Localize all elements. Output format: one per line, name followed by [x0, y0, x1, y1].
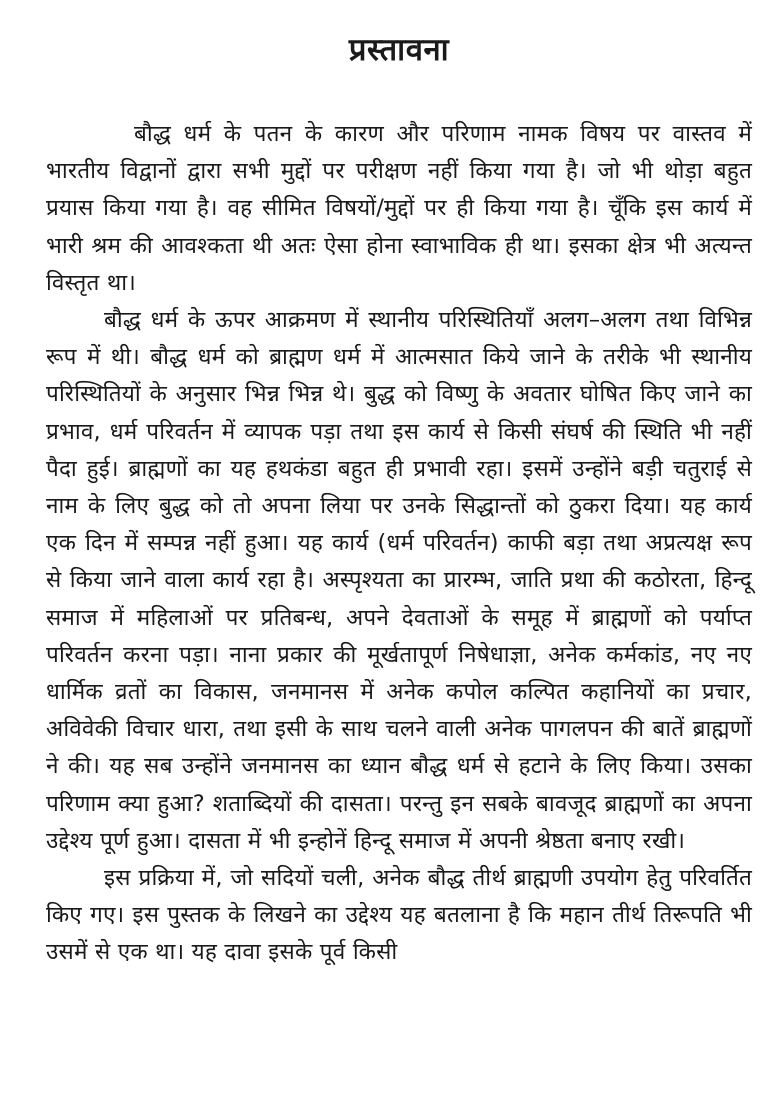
- page-title: प्रस्तावना: [348, 32, 450, 68]
- paragraph-1: बौद्ध धर्म के पतन के कारण और परिणाम नामक विषय पर वास्तव में भारतीय विद्वानों द्वारा सभी मुद्दों पर परीक्षण नहीं किया गया है। जो भी थोड़ा बहुत प्रयास किया गया है। वह सीमित विषयों/मुद्दों पर ही किया गया है। चूँकि इस कार्य में भारी श्रम की आवश्कता थी अतः ऐसा होना स्वाभाविक ही था। इसका क्षेत्र भी अत्यन्त विस्तृत था।: [46, 121, 752, 296]
- paragraph-2: बौद्ध धर्म के ऊपर आक्रमण में स्थानीय परिस्थितियाँ अलग–अलग तथा विभिन्न रूप में थी। बौद्ध धर्म को ब्राह्मण धर्म में आत्मसात किये जाने के तरीके भी स्थानीय परिस्थितियों के अनुसार भिन्न भिन्न थे। बुद्ध को विष्णु के अवतार घोषित किए जाने का प्रभाव, धर्म परिवर्तन में व्यापक पड़ा तथा इस कार्य से किसी संघर्ष की स्थिति भी नहीं पैदा हुई। ब्राह्मणों का यह हथकंडा बहुत ही प्रभावी रहा। इसमें उन्होंने बड़ी चतुराई से नाम के लिए बुद्ध को तो अपना लिया पर उनके सिद्धान्तों को ठुकरा दिया। यह कार्य एक दिन में सम्पन्न नहीं हुआ। यह कार्य (धर्म परिवर्तन) काफी बड़ा तथा अप्रत्यक्ष रूप से किया जाने वाला कार्य रहा है। अस्पृश्यता का प्रारम्भ, जाति प्रथा की कठोरता, हिन्दू समाज में महिलाओं पर प्रतिबन्ध, अपने देवताओं के समूह में ब्राह्मणों को पर्याप्त परिवर्तन करना पड़ा। नाना प्रकार की मूर्खतापूर्ण निषेधाज्ञा, अनेक कर्मकांड, नए नए धार्मिक व्रतों का विकास, जनमानस में अनेक कपोल कल्पित कहानियों का प्रचार, अविवेकी विचार धारा, तथा इसी के साथ चलने वाली अनेक पागलपन की बातें ब्राह्मणों ने की। यह सब उन्होंने जनमानस का ध्यान बौद्ध धर्म से हटाने के लिए किया। उसका परिणाम क्या हुआ? शताब्दियों की दासता। परन्तु इन सबके बावजूद ब्राह्मणों का अपना उद्देश्य पूर्ण हुआ। दासता में भी इन्होनें हिन्दू समाज में अपनी श्रेष्ठता बनाए रखी।: [46, 307, 752, 854]
- paragraph-3: इस प्रक्रिया में, जो सदियों चली, अनेक बौद्ध तीर्थ ब्राह्मणी उपयोग हेतु परिवर्तित किए गए। इस पुस्तक के लिखने का उद्देश्य यह बतलाना है कि महान तीर्थ तिरूपति भी उसमें से एक था। यह दावा इसके पूर्व किसी: [46, 865, 752, 966]
